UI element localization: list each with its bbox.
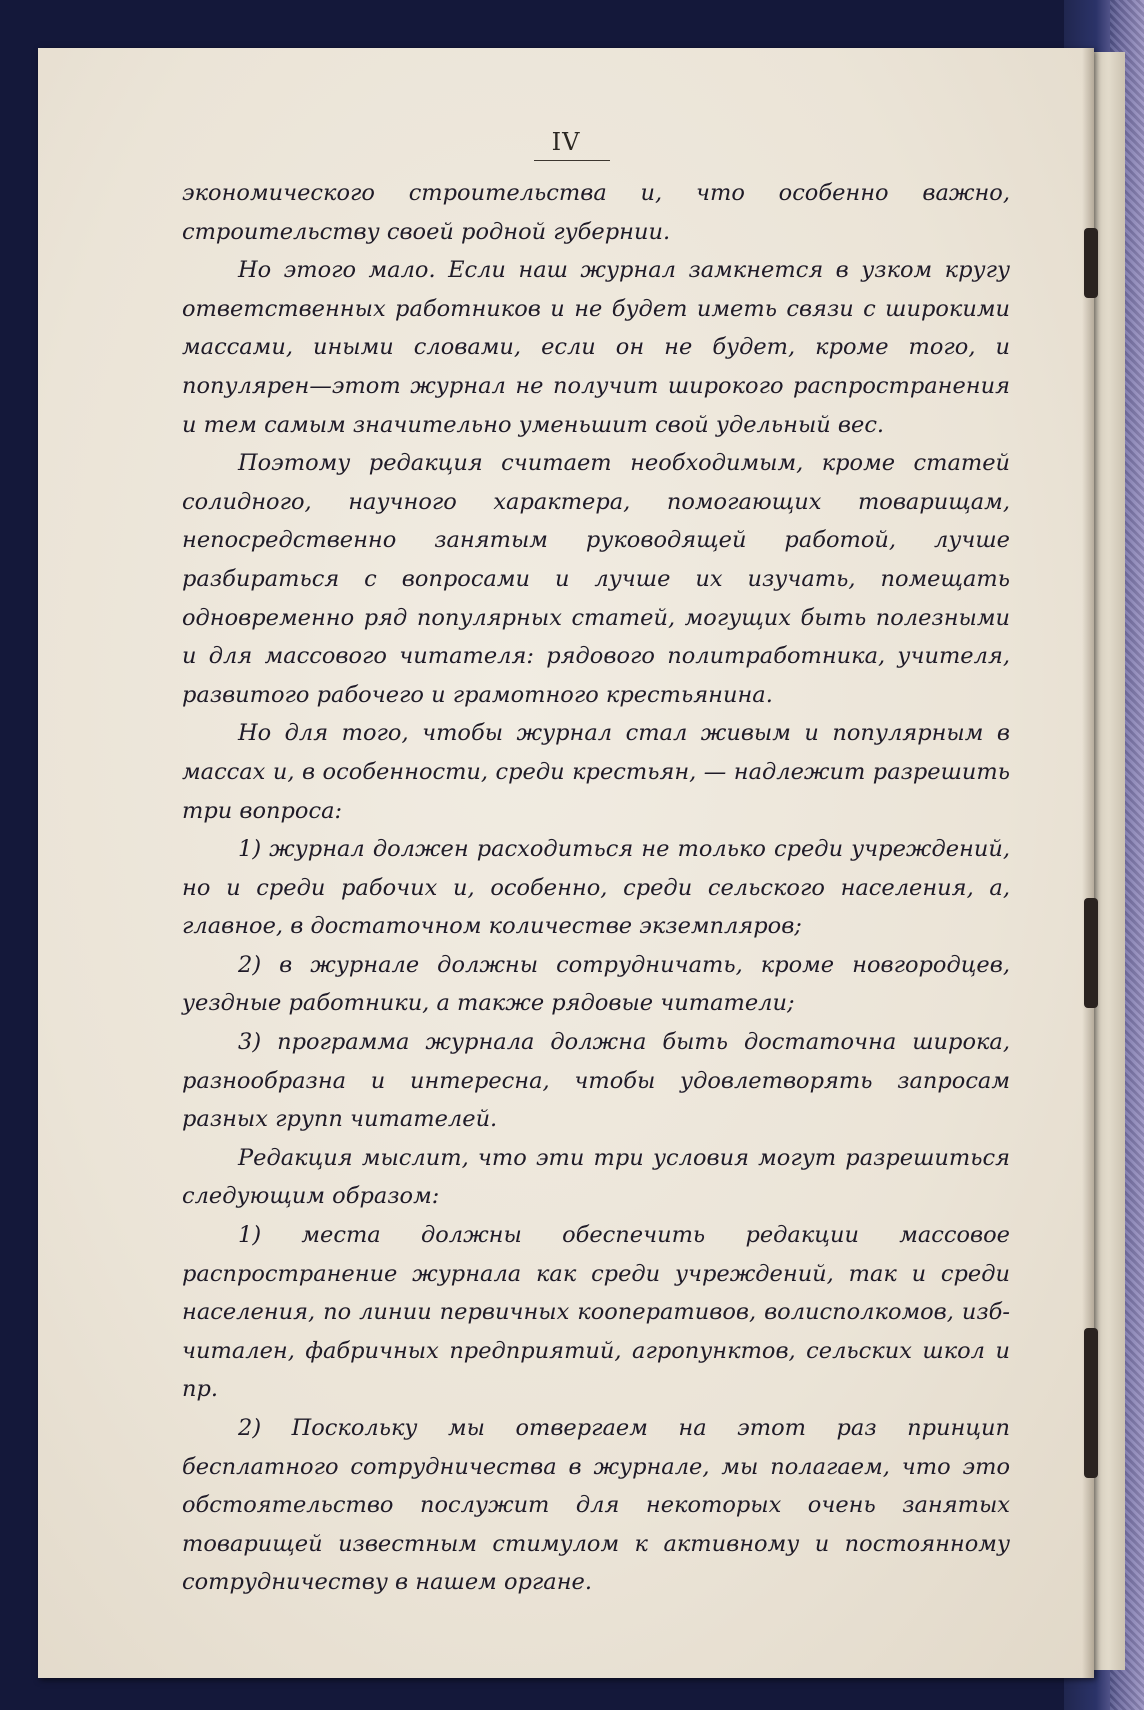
page-number: IV <box>551 128 581 156</box>
list-item: 1) журнал должен расходиться не только среди учреждений, но и среди рабочих и, особенно, среди сельского населения, а, главное, в достаточном количестве экземпляров; <box>182 836 1010 940</box>
body-text <box>182 174 1010 1602</box>
paragraph: Поэтому редакция считает необходимым, кроме статей солидного, научного характера, помогающих товарищам, непосредственно занятым руководящей работой, лучше разбираться с вопросами и лучше их изучать, помещать одновременно ряд популярных статей, могущих быть полезными и для массового читателя: рядового политработника, учителя, развитого рабочего и грамотного крестьянина. <box>182 450 1010 708</box>
binding-tear <box>1084 228 1098 298</box>
list-item: 1) места должны обеспечить редакции массовое распространение журнала как среди учреждений, так и среди населения, по линии первичных кооперативов, волисполкомов, изб-читален, фабричных предприятий, агропунктов, сельских школ и пр. <box>182 1222 1010 1403</box>
book-page <box>38 48 1094 1678</box>
paragraph: Но этого мало. Если наш журнал замкнется в узком кругу ответственных работников и не будет иметь связи с широкими массами, иными словами, если он не будет, кроме того, и популярен—этот журнал не получит широкого распространения и тем самым значительно уменьшит свой удельный вес. <box>182 257 1010 438</box>
binding-tear <box>1084 898 1098 1008</box>
list-item: 3) программа журнала должна быть достаточна широка, разнообразна и интересна, чтобы удовлетворять запросам разных групп читателей. <box>182 1029 1010 1133</box>
paragraph: Редакция мыслит, что эти три условия могут разрешиться следующим образом: <box>182 1144 1010 1210</box>
binding-tear <box>1084 1328 1098 1478</box>
paragraph-continuation: экономического строительства и, что особенно важно, строительству своей родной губернии. <box>182 180 1010 245</box>
page-number-rule <box>534 160 610 161</box>
paragraph: Но для того, чтобы журнал стал живым и популярным в массах и, в особенности, среди крестьян, — надлежит разрешить три вопроса: <box>182 720 1010 824</box>
list-item: 2) Поскольку мы отвергаем на этот раз принцип бесплатного сотрудничества в журнале, мы полагаем, что это обстоятельство послужит для некоторых очень занятых товарищей известным стимулом к активному и постоянному сотрудничеству в нашем органе. <box>182 1415 1010 1596</box>
list-item: 2) в журнале должны сотрудничать, кроме новгородцев, уездные работники, а также рядовые читатели; <box>182 951 1010 1017</box>
